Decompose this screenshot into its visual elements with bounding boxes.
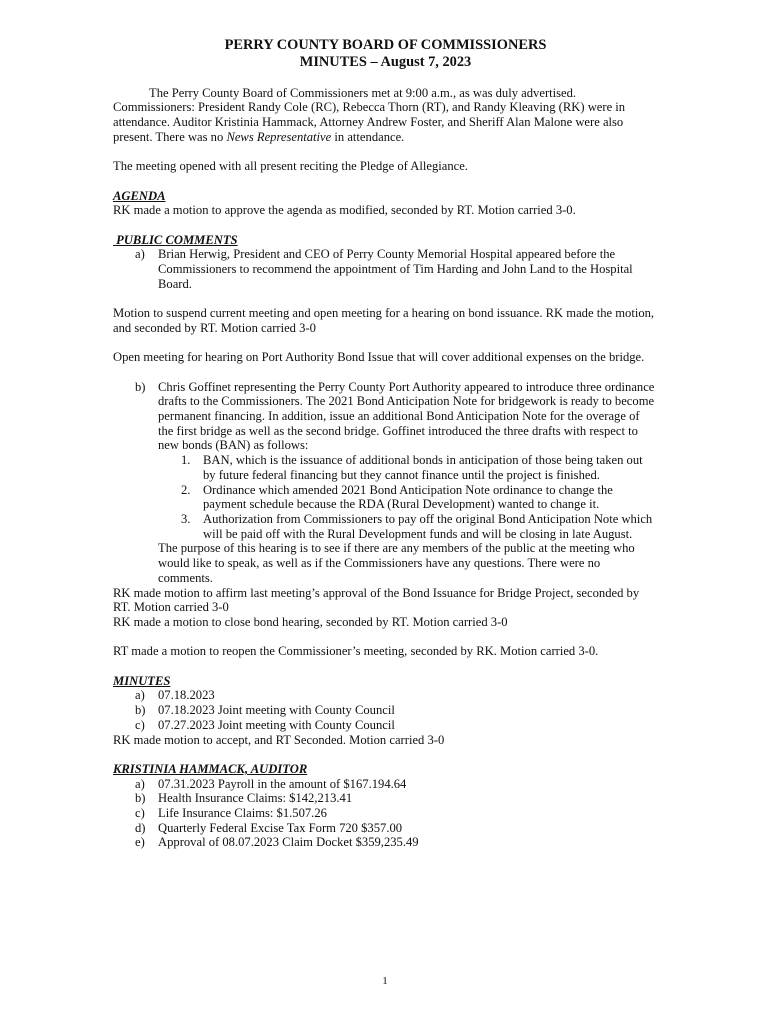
sub-item-marker: 1. [181,453,191,468]
bond-sub-item-3 [113,512,658,541]
item-text: 07.18.2023 [158,688,215,703]
minutes-item [113,718,658,733]
intro-text-2: in attendance. [331,129,405,144]
auditor-item [113,835,658,850]
agenda-heading: AGENDA [113,188,166,203]
open-hearing-paragraph: Open meeting for hearing on Port Authority Bond Issue that will cover additional expenses on the bridge. [113,350,645,365]
minutes-heading: MINUTES [113,673,171,688]
motion-suspend-paragraph: Motion to suspend current meeting and open meeting for a hearing on bond issuance. RK made the motion, and seconded by RT. Motion carried 3-0 [113,306,655,335]
sub-item-marker: 2. [181,482,191,497]
affirm-motion-paragraph: RK made motion to affirm last meeting’s approval of the Bond Issuance for Bridge Project, seconded by RT. Motion carried 3-0 [113,585,640,615]
item-marker: b) [135,703,146,718]
intro-paragraph [113,86,658,145]
item-text: 07.18.2023 Joint meeting with County Council [158,703,395,718]
hearing-purpose-paragraph: The purpose of this hearing is to see if there are any members of the public at the meeting who would like to speak, as well as if the Commissioners have any questions. There were no comments. [158,541,635,585]
pledge-paragraph: The meeting opened with all present reciting the Pledge of Allegiance. [113,159,468,174]
bond-sub-item-1 [113,453,658,482]
auditor-item [113,777,658,792]
item-marker: a) [135,776,145,791]
item-marker: c) [135,806,145,820]
item-text: Health Insurance Claims: $142,213.41 [158,791,353,806]
auditor-item [113,821,658,836]
item-marker: b) [135,379,146,394]
auditor-item [113,806,658,821]
auditor-heading: KRISTINIA HAMMACK, AUDITOR [113,761,308,776]
minutes-motion-paragraph: RK made motion to accept, and RT Seconded. Motion carried 3-0 [113,732,445,747]
public-comment-item-b [113,380,658,454]
minutes-item [113,688,658,703]
bond-sub-item-2 [113,483,658,512]
item-text: Quarterly Federal Excise Tax Form 720 $357.00 [158,820,403,835]
intro-text-1: The Perry County Board of Commissioners met at 9:00 a.m., as was duly advertised. Commissioners: President Randy Cole (RC), Rebecca Thorn (RT), and Randy Kleaving (RK) were in attendance. Auditor Kristinia Hammack, Attorney Andrew Foster, and Sheriff Alan Malone were also present. There was no [113,85,626,144]
title-line-1: PERRY COUNTY BOARD OF COMMISSIONERS [224,37,547,53]
item-marker: d) [135,820,146,835]
page-number: 1 [382,975,388,987]
sub-item-text: Authorization from Commissioners to pay off the original Bond Anticipation Note which will be paid off with the Rural Development funds and will be closing in late August. [203,511,653,541]
item-marker: e) [135,835,145,850]
item-text: 07.27.2023 Joint meeting with County Council [158,717,395,732]
item-marker: b) [135,791,146,806]
reopen-meeting-paragraph: RT made a motion to reopen the Commissioner’s meeting, seconded by RK. Motion carried 3-0. [113,644,599,659]
auditor-item [113,791,658,806]
sub-item-text: BAN, which is the issuance of additional bonds in anticipation of those being taken out by future federal financing but they cannot finance until the project is finished. [203,453,643,482]
close-hearing-paragraph: RK made a motion to close bond hearing, seconded by RT. Motion carried 3-0 [113,614,508,629]
item-marker: c) [135,717,145,732]
public-comment-item-a [113,247,658,291]
sub-item-text: Ordinance which amended 2021 Bond Anticipation Note ordinance to change the payment schedule because the RDA (Rural Development) wanted to change it. [203,482,613,512]
item-marker: a) [135,247,145,262]
item-marker: a) [135,688,145,703]
public-comments-heading: PUBLIC COMMENTS [113,232,238,247]
sub-item-marker: 3. [181,511,191,526]
item-text: Brian Herwig, President and CEO of Perry County Memorial Hospital appeared before the Commissioners to recommend the appointment of Tim Harding and John Land to the Hospital Board. [158,247,633,291]
document-page [113,37,658,850]
item-text: Chris Goffinet representing the Perry County Port Authority appeared to introduce three ordinance drafts to the Commissioners. The 2021 Bond Anticipation Note for bridgework is ready to become permanent financing. In addition, issue an additional Bond Anticipation Note for the overage of the first bridge as well as the second bridge. Goffinet introduced the three drafts with respect to new bonds (BAN) as follows: [158,379,655,453]
agenda-text: RK made a motion to approve the agenda as modified, seconded by RT. Motion carried 3-0. [113,203,576,218]
item-text: Life Insurance Claims: $1.507.26 [158,806,327,820]
intro-italic: News Representative [226,129,332,144]
item-text: Approval of 08.07.2023 Claim Docket $359,235.49 [158,835,419,850]
item-text: 07.31.2023 Payroll in the amount of $167.194.64 [158,776,407,791]
document-title [113,37,658,71]
title-line-2: MINUTES – August 7, 2023 [299,54,472,70]
minutes-item [113,703,658,718]
